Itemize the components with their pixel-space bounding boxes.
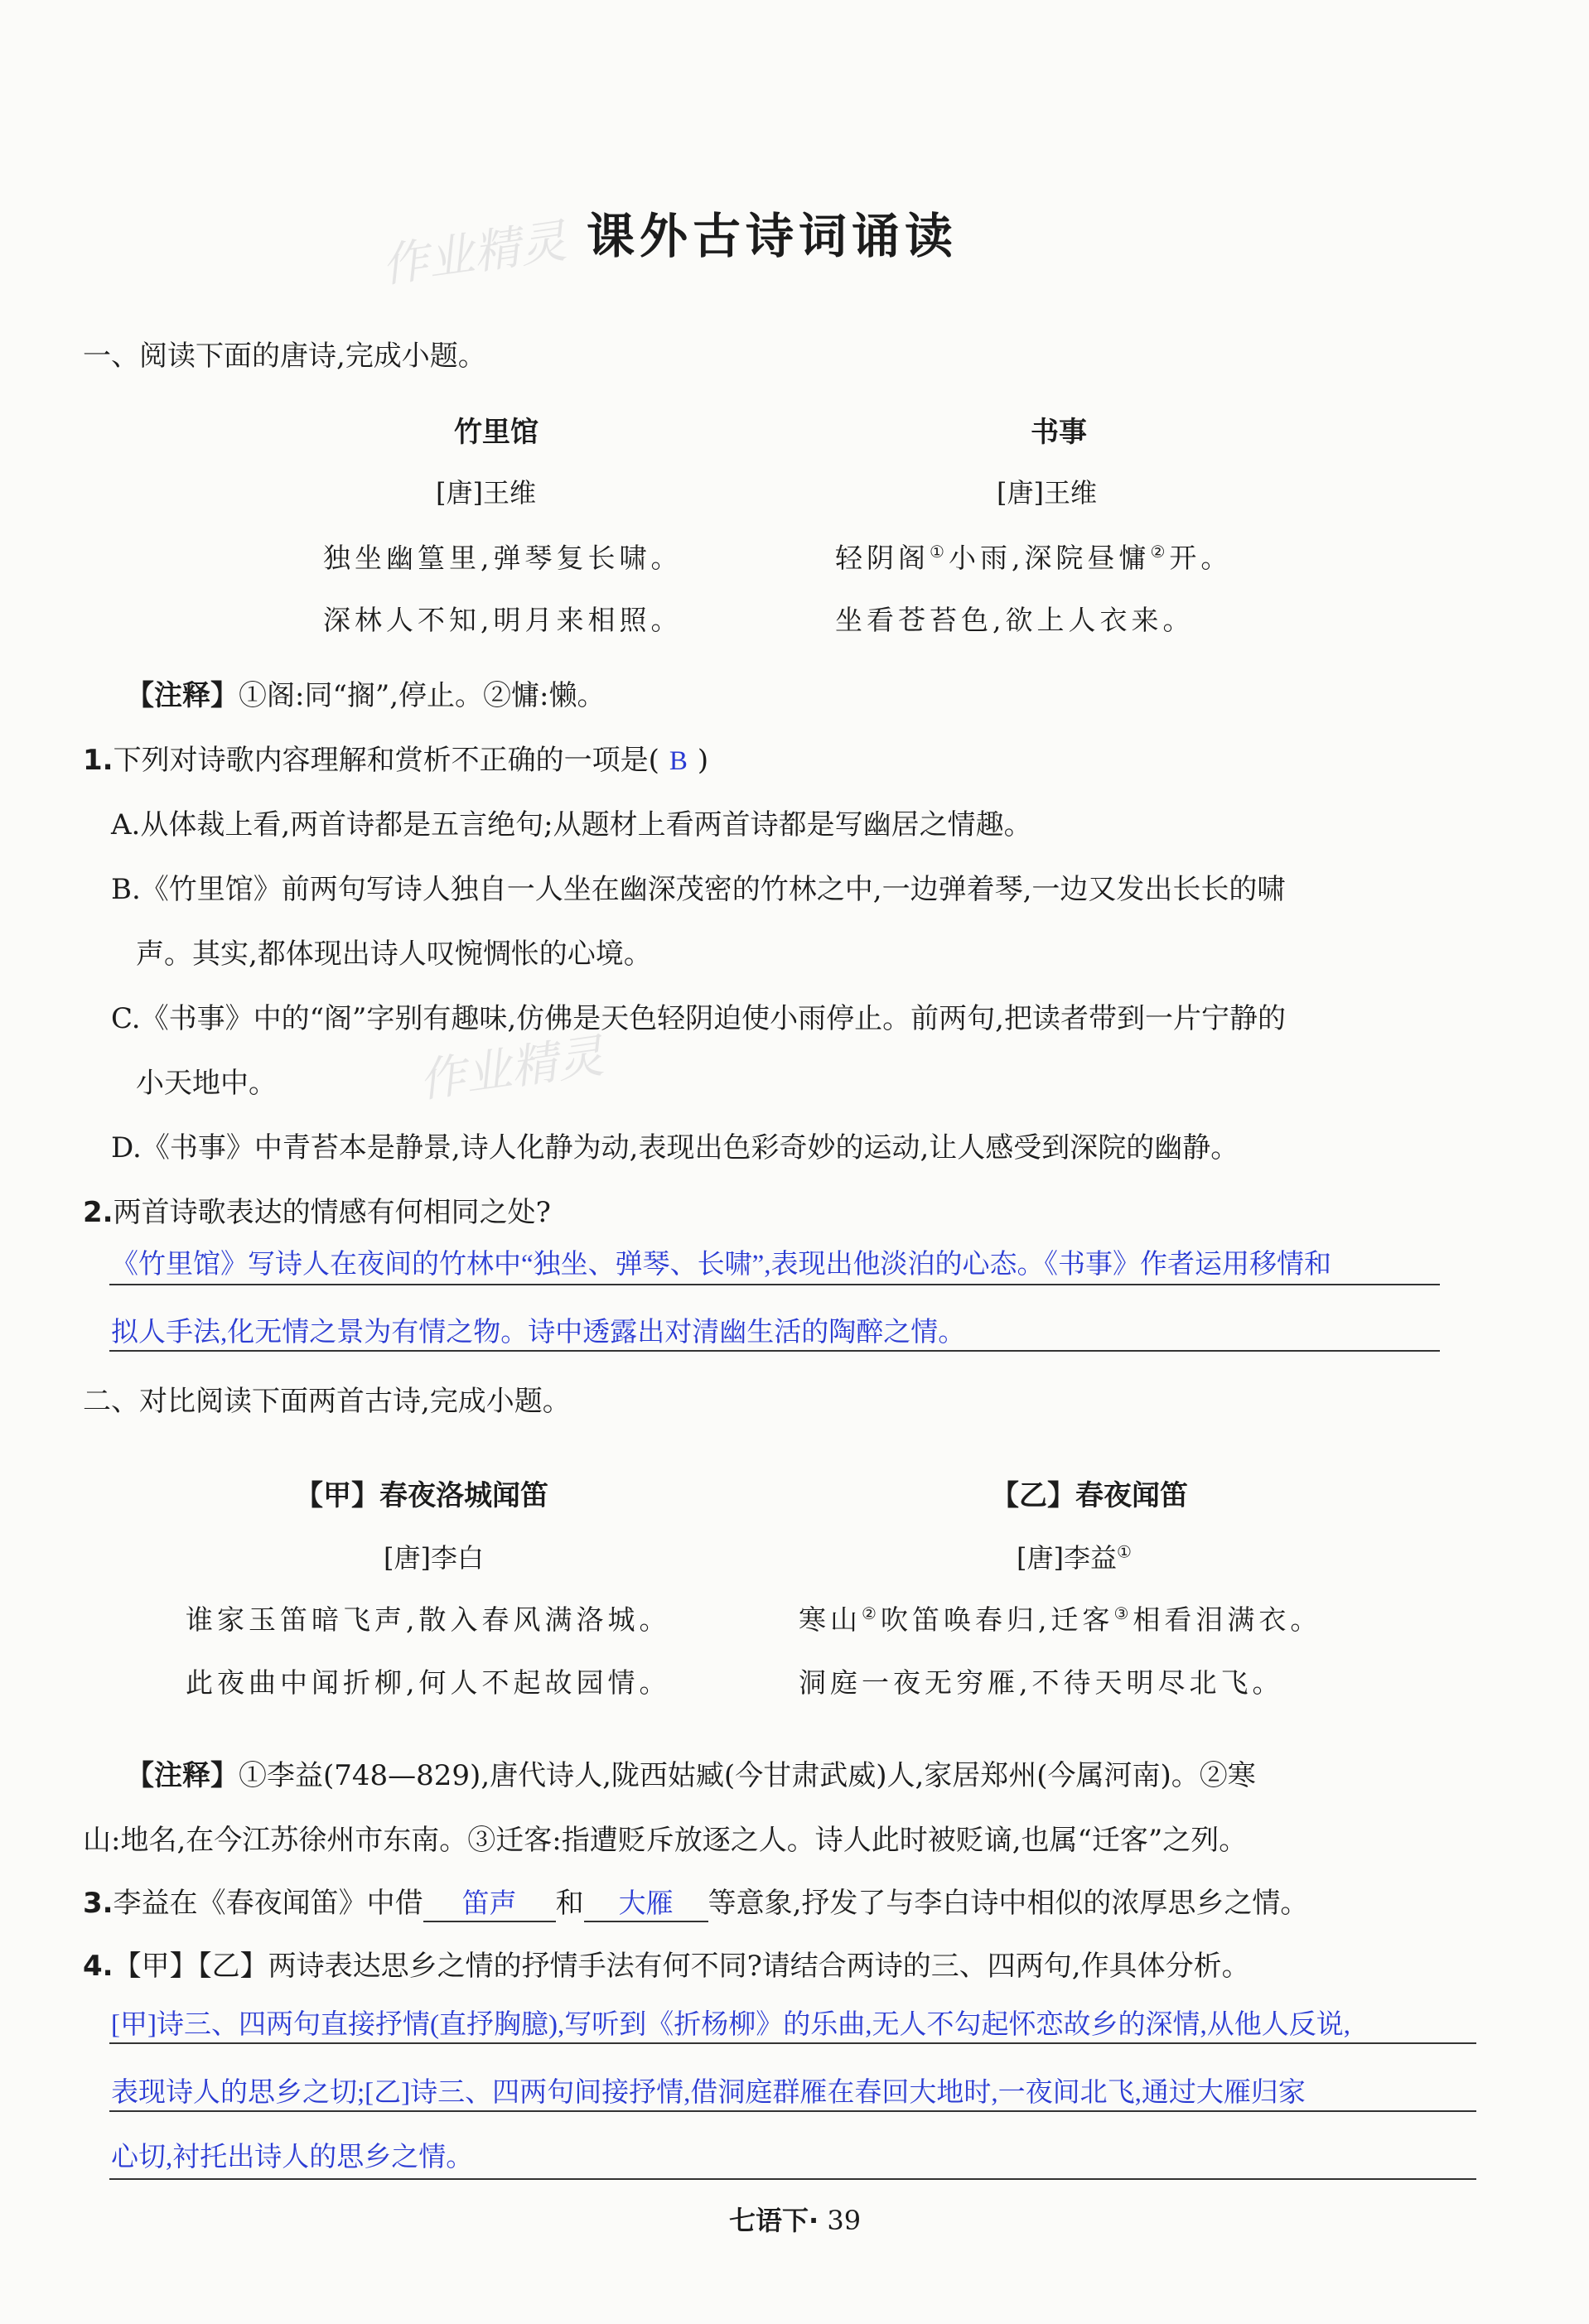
poemA-title: 【甲】春夜洛城闻笛	[295, 1479, 548, 1512]
q4-answer-line1: [甲]诗三、四两句直接抒情(直抒胸臆),写听到《折杨柳》的乐曲,无人不勾起怀恋故乡的深情,从他人反说,	[111, 2010, 1350, 2040]
q3-blank2: 大雁	[584, 1882, 708, 1922]
poem2-line2: 坐看苍苔色,欲上人衣来。	[835, 604, 1195, 636]
note2-cont: 山:地名,在今江苏徐州市东南。③迁客:指遭贬斥放逐之人。诗人此时被贬谪,也属“迁客”之列。	[83, 1824, 1248, 1857]
poem2-author: [唐]王维	[997, 477, 1097, 509]
poemA-line2: 此夜曲中闻折柳,何人不起故园情。	[186, 1666, 671, 1699]
answer-line	[109, 2042, 1476, 2044]
section2-heading: 二、对比阅读下面两首古诗,完成小题。	[83, 1385, 571, 1418]
q2-stem: 2.两首诗歌表达的情感有何相同之处?	[83, 1196, 551, 1229]
poem1-author: [唐]王维	[436, 477, 536, 509]
poemA-line1: 谁家玉笛暗飞声,散入春风满洛城。	[186, 1603, 671, 1636]
q1-option-d: D.《书事》中青苔本是静景,诗人化静为动,表现出色彩奇妙的运动,让人感受到深院的幽静。	[111, 1131, 1239, 1164]
answer-line	[109, 2178, 1476, 2180]
q1-option-b-cont: 声。其实,都体现出诗人叹惋惆怅的心境。	[136, 938, 652, 971]
poemB-line1: 寒山②吹笛唤春归,迁客③相看泪满衣。	[799, 1603, 1322, 1636]
poem2-line1: 轻阴阁①小雨,深院昼慵②开。	[835, 542, 1233, 574]
q2-answer-line1: 《竹里馆》写诗人在夜间的竹林中“独坐、弹琴、长啸”,表现出他淡泊的心态。《书事》作者运用移情和	[111, 1250, 1332, 1280]
poemA-author: [唐]李白	[384, 1542, 484, 1574]
watermark: 作业精灵	[378, 214, 570, 294]
q3-stem: 3.李益在《春夜闻笛》中借 笛声 和 大雁 等意象,抒发了与李白诗中相似的浓厚思乡之情。	[83, 1880, 1308, 1922]
q3-blank1: 笛声	[423, 1882, 556, 1922]
q1-option-c: C.《书事》中的“阁”字别有趣味,仿佛是天色轻阴迫使小雨停止。前两句,把读者带到一片宁静的	[111, 1002, 1286, 1035]
q1-option-a: A.从体裁上看,两首诗都是五言绝句;从题材上看两首诗都是写幽居之情趣。	[111, 808, 1032, 841]
poemB-line2: 洞庭一夜无穷雁,不待天明尽北飞。	[799, 1666, 1284, 1699]
poem1-line1: 独坐幽篁里,弹琴复长啸。	[323, 542, 683, 574]
poemB-author: [唐]李益①	[1017, 1541, 1132, 1574]
poem1-line2: 深林人不知,明月来相照。	[323, 604, 683, 636]
q4-stem: 4.【甲】【乙】两诗表达思乡之情的抒情手法有何不同?请结合两诗的三、四两句,作具体分析。	[83, 1950, 1250, 1983]
poemB-title: 【乙】春夜闻笛	[991, 1479, 1188, 1512]
answer-line	[109, 1350, 1440, 1352]
q4-answer-line2: 表现诗人的思乡之切;[乙]诗三、四两句间接抒情,借洞庭群雁在春回大地时,一夜间北飞,通过大雁归家	[111, 2078, 1306, 2108]
page-title: 课外古诗词诵读	[587, 208, 959, 264]
poem2-title: 书事	[1031, 416, 1087, 449]
q1-option-c-cont: 小天地中。	[136, 1067, 277, 1100]
answer-line	[109, 2110, 1476, 2112]
note2: 【注释】①李益(748—829),唐代诗人,陇西姑臧(今甘肃武威)人,家居郑州(今属河南)。②寒	[126, 1759, 1256, 1792]
q4-answer-line3: 心切,衬托出诗人的思乡之情。	[111, 2143, 474, 2172]
answer-line	[109, 1284, 1440, 1285]
page-footer: 七语下· 39	[729, 2205, 862, 2236]
watermark: 作业精灵	[415, 1029, 607, 1109]
note1: 【注释】①阁:同“搁”,停止。②慵:懒。	[126, 679, 606, 712]
q2-answer-line2: 拟人手法,化无情之景为有情之物。诗中透露出对清幽生活的陶醉之情。	[111, 1318, 966, 1348]
section1-heading: 一、阅读下面的唐诗,完成小题。	[83, 340, 486, 373]
q1-option-b: B.《竹里馆》前两句写诗人独自一人坐在幽深茂密的竹林之中,一边弹着琴,一边又发出长长的啸	[111, 873, 1286, 906]
poem1-title: 竹里馆	[454, 416, 539, 449]
q1-stem: 1.下列对诗歌内容理解和赏析不正确的一项是( B )	[83, 744, 709, 777]
